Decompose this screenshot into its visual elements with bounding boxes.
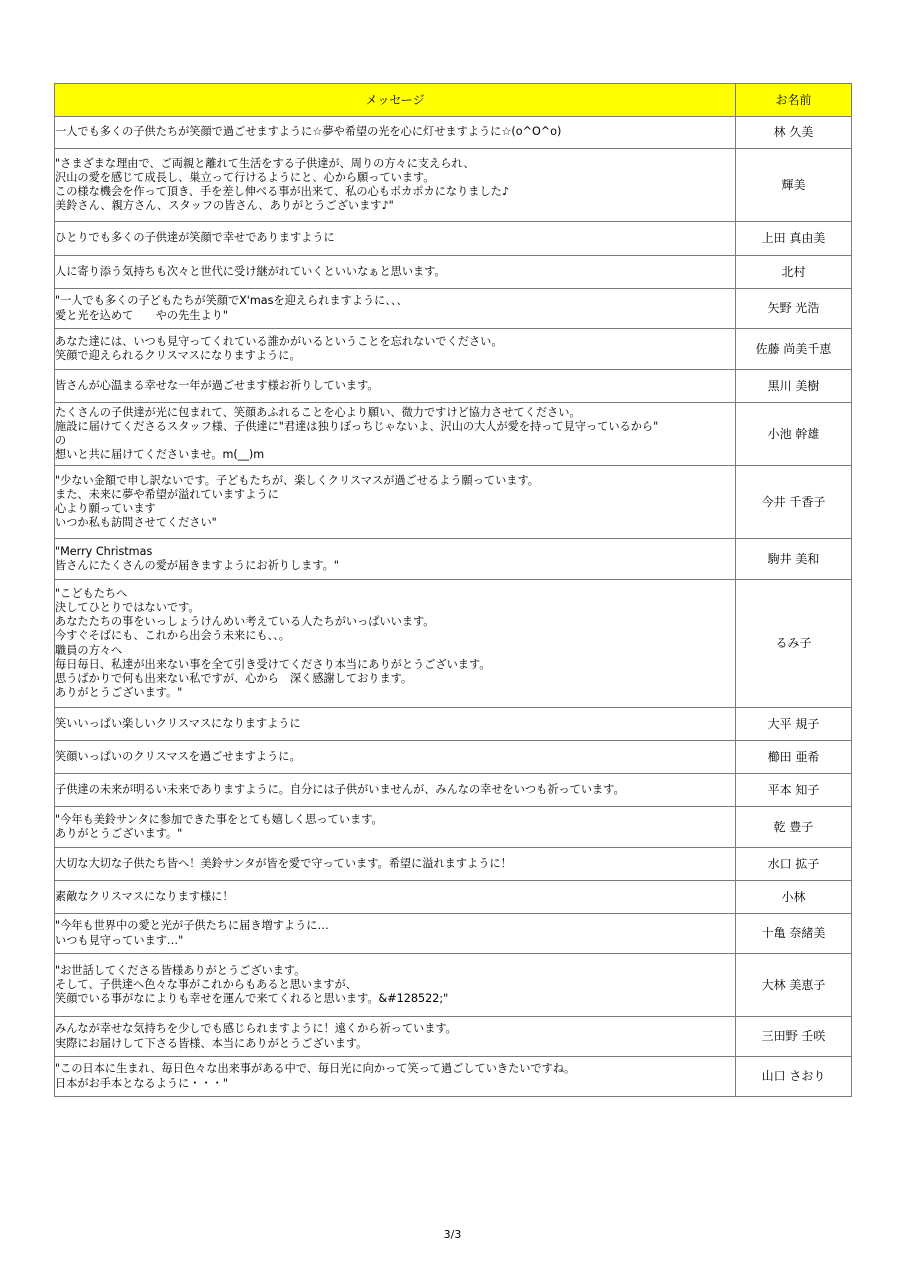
table-header-row <box>55 84 852 117</box>
table-row <box>55 807 852 848</box>
message-cell: ひとりでも多くの子供達が笑顔で幸せでありますように <box>55 222 736 256</box>
name-cell: 上田 真由美 <box>736 222 852 256</box>
message-cell: "一人でも多くの子どもたちが笑顔でX'masを迎えられますように、、、 愛と光を込めて やの先生より" <box>55 289 736 329</box>
name-cell: 北村 <box>736 256 852 289</box>
table-row <box>55 370 852 403</box>
message-cell: 大切な大切な子供たち皆へ！美鈴サンタが皆を愛で守っています。希望に溢れますように！ <box>55 848 736 881</box>
name-cell: 平本 知子 <box>736 774 852 807</box>
message-cell: "この日本に生まれ、毎日色々な出来事がある中で、毎日光に向かって笑って過ごしていきたいですね。 日本がお手本となるように・・・" <box>55 1057 736 1097</box>
table-row <box>55 741 852 774</box>
table-row <box>55 539 852 580</box>
message-cell: 笑顔いっぱいのクリスマスを過ごせますように。 <box>55 741 736 774</box>
message-cell: 子供達の未来が明るい未来でありますように。自分には子供がいませんが、みんなの幸せをいつも祈っています。 <box>55 774 736 807</box>
header-name: お名前 <box>736 84 852 117</box>
table-row <box>55 848 852 881</box>
name-cell: 佐藤 尚美千恵 <box>736 329 852 370</box>
message-cell: たくさんの子供達が光に包まれて、笑顔あふれることを心より願い、微力ですけど協力させてください。 施設に届けてくださるスタッフ様、子供達に"君達は独りぼっちじゃないよ、沢山の大人が愛を持って見守っているから" の 想いと共に届けてくださいませ。m(__)m <box>55 403 736 466</box>
table-row <box>55 914 852 954</box>
name-cell: 乾 豊子 <box>736 807 852 848</box>
message-cell: "さまざまな理由で、ご両親と離れて生活をする子供達が、周りの方々に支えられ、 沢山の愛を感じて成長し、巣立って行けるようにと、心から願っています。 この様な機会を作って頂き、手を差し伸べる事が出来て、私の心もポカポカになりました♪ 美鈴さん、親方さん、スタッフの皆さん、ありがとうございます♪" <box>55 149 736 222</box>
name-cell: 大平 規子 <box>736 708 852 741</box>
table-body <box>55 117 852 1097</box>
table-row <box>55 954 852 1017</box>
name-cell: 十亀 奈緒美 <box>736 914 852 954</box>
table-row <box>55 289 852 329</box>
name-cell: 櫛田 亜希 <box>736 741 852 774</box>
table-row <box>55 708 852 741</box>
name-cell: 林 久美 <box>736 117 852 149</box>
message-cell: 一人でも多くの子供たちが笑顔で過ごせますように☆夢や希望の光を心に灯せますように☆(o^O^o) <box>55 117 736 149</box>
name-cell: 矢野 光浩 <box>736 289 852 329</box>
name-cell: 小林 <box>736 881 852 914</box>
name-cell: 小池 幹雄 <box>736 403 852 466</box>
message-cell: 笑いいっぱい楽しいクリスマスになりますように <box>55 708 736 741</box>
message-cell: 素敵なクリスマスになります様に！ <box>55 881 736 914</box>
table-row <box>55 403 852 466</box>
table-row <box>55 329 852 370</box>
message-cell: 皆さんが心温まる幸せな一年が過ごせます様お祈りしています。 <box>55 370 736 403</box>
message-cell: 人に寄り添う気持ちも次々と世代に受け継がれていくといいなぁと思います。 <box>55 256 736 289</box>
table-row <box>55 149 852 222</box>
header-message: メッセージ <box>55 84 736 117</box>
message-cell: "Merry Christmas 皆さんにたくさんの愛が届きますようにお祈りします。" <box>55 539 736 580</box>
message-cell: "今年も美鈴サンタに参加できた事をとても嬉しく思っています。 ありがとうございます。" <box>55 807 736 848</box>
message-cell: "少ない金額で申し訳ないです。子どもたちが、楽しくクリスマスが過ごせるよう願っています。 また、未来に夢や希望が溢れていますように 心より願っています いつか私も訪問させてください" <box>55 466 736 539</box>
name-cell: 輝美 <box>736 149 852 222</box>
name-cell: 今井 千香子 <box>736 466 852 539</box>
table-row <box>55 774 852 807</box>
table-row <box>55 222 852 256</box>
name-cell: るみ子 <box>736 580 852 708</box>
name-cell: 大林 美恵子 <box>736 954 852 1017</box>
name-cell: 水口 拡子 <box>736 848 852 881</box>
name-cell: 黒川 美樹 <box>736 370 852 403</box>
table-row <box>55 1057 852 1097</box>
table-row <box>55 256 852 289</box>
name-cell: 三田野 壬咲 <box>736 1017 852 1057</box>
table-row <box>55 881 852 914</box>
table-row <box>55 117 852 149</box>
name-cell: 駒井 美和 <box>736 539 852 580</box>
table-row <box>55 1017 852 1057</box>
table-row <box>55 580 852 708</box>
message-cell: "お世話してくださる皆様ありがとうございます。 そして、子供達へ色々な事がこれからもあると思いますが、 笑顔でいる事がなによりも幸せを運んで来てくれると思います。&#128522;" <box>55 954 736 1017</box>
message-cell: "今年も世界中の愛と光が子供たちに届き増すように… いつも見守っています…" <box>55 914 736 954</box>
page-number: 3/3 <box>443 1228 462 1241</box>
message-cell: あなた達には、いつも見守ってくれている誰かがいるということを忘れないでください。 笑顔で迎えられるクリスマスになりますように。 <box>55 329 736 370</box>
name-cell: 山口 さおり <box>736 1057 852 1097</box>
table-row <box>55 466 852 539</box>
message-table <box>54 83 852 1097</box>
message-cell: みんなが幸せな気持ちを少しでも感じられますように！遠くから祈っています。 実際にお届けして下さる皆様、本当にありがとうございます。 <box>55 1017 736 1057</box>
message-cell: "こどもたちへ 決してひとりではないです。 あなたたちの事をいっしょうけんめい考えている人たちがいっぱいいます。 今すぐそばにも、これから出会う未来にも、、。 職員の方々へ 毎日毎日、私達が出来ない事を全て引き受けてくださり本当にありがとうございます。 思うばかりで何も出来ない私ですが、心から 深く感謝しております。 ありがとうございます。" <box>55 580 736 708</box>
